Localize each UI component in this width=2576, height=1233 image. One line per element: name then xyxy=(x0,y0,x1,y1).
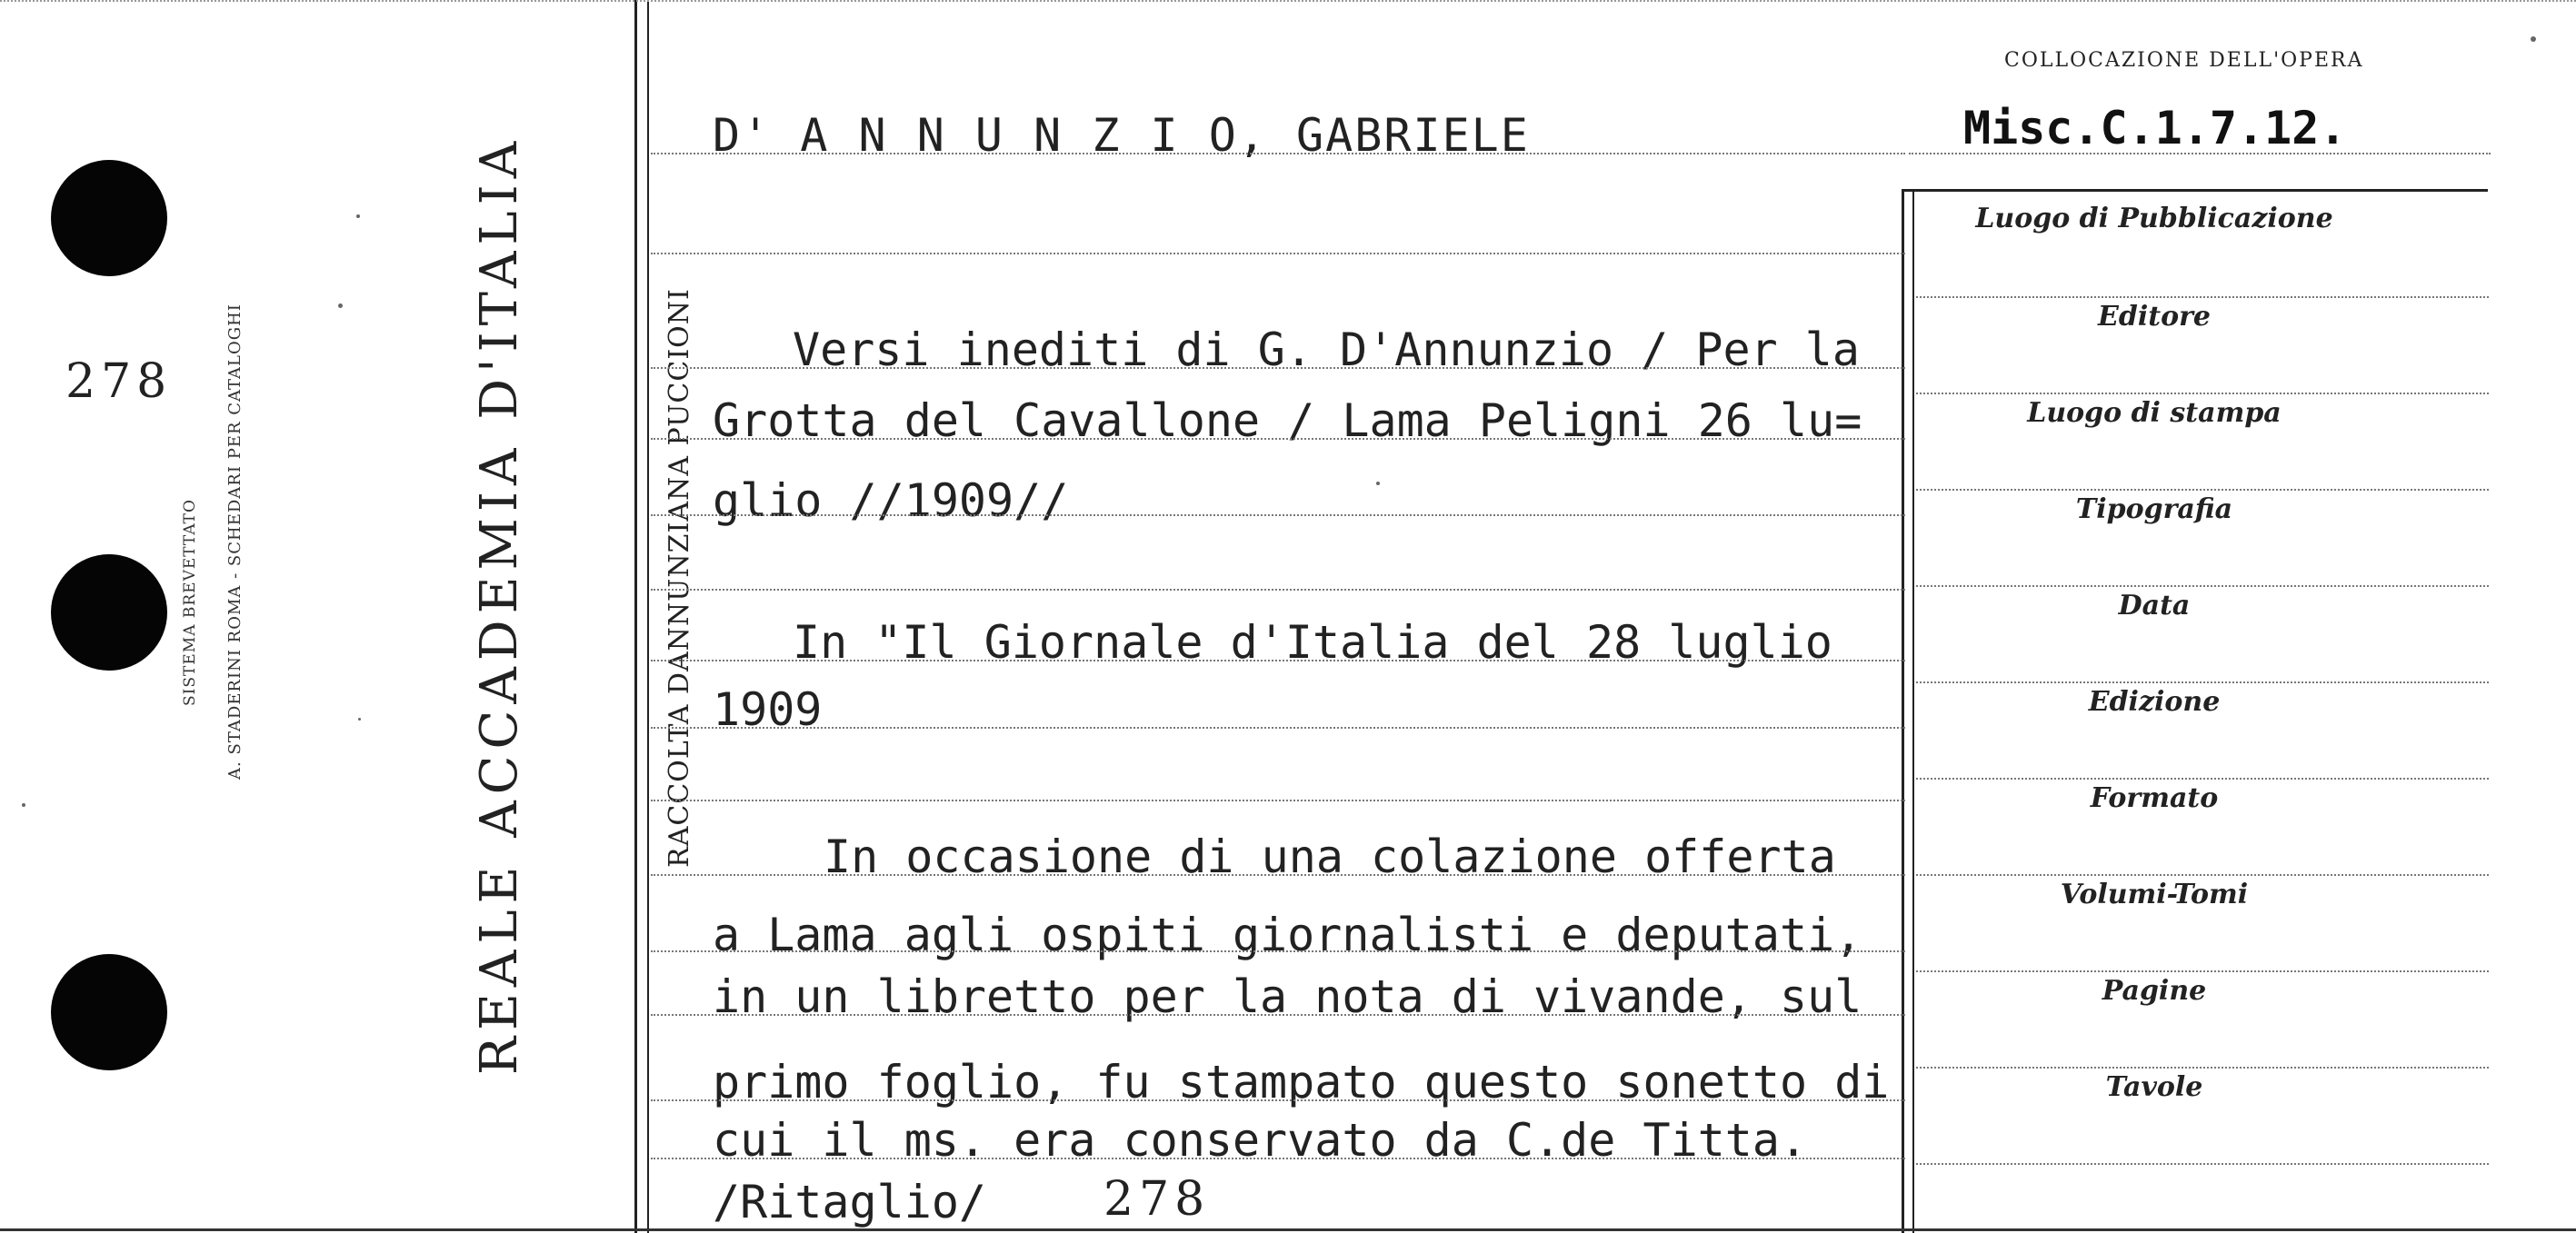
title-line-1: Versi inediti di G. D'Annunzio / Per la xyxy=(793,323,1860,376)
field-rule-8 xyxy=(1916,970,2489,972)
field-edizione: Edizione xyxy=(2088,686,2221,718)
note-rule-1 xyxy=(651,874,1905,876)
catalog-number-left: 278 xyxy=(65,354,173,409)
scan-speck xyxy=(358,718,361,721)
left-rule-outer xyxy=(634,0,637,1233)
note-rule-3 xyxy=(651,1014,1905,1016)
field-luogo-stampa: Luogo di stampa xyxy=(2027,397,2281,429)
card-bottom-edge xyxy=(0,1228,2576,1231)
right-rule-outer xyxy=(1902,191,1904,1233)
collocazione-label: COLLOCAZIONE DELL'OPERA xyxy=(2004,49,2364,72)
shelfmark-rule xyxy=(1909,153,2491,154)
field-rule-4 xyxy=(1916,585,2489,587)
note-line-6: /Ritaglio/ xyxy=(713,1176,987,1228)
blank-rule-3 xyxy=(651,800,1905,801)
footer-number: 278 xyxy=(1103,1172,1211,1227)
field-rule-5 xyxy=(1916,681,2489,683)
scan-speck xyxy=(356,214,360,218)
note-line-1: In occasione di una colazione offerta xyxy=(824,830,1836,883)
author-name: D' A N N U N Z I O, GABRIELE xyxy=(713,109,1530,162)
field-data: Data xyxy=(2118,590,2191,621)
collection-title: RACCOLTA DANNUNZIANA PUCCIONI xyxy=(664,288,695,868)
field-box-top-rule xyxy=(1902,189,2488,192)
scan-speck xyxy=(1376,482,1380,485)
title-rule-2 xyxy=(651,438,1905,440)
field-tipografia: Tipografia xyxy=(2075,493,2233,525)
note-line-5: cui il ms. era conservato da C.de Titta. xyxy=(713,1114,1808,1167)
left-rule-inner xyxy=(647,0,649,1233)
field-pagine: Pagine xyxy=(2102,975,2207,1007)
source-line-2: 1909 xyxy=(713,683,823,736)
title-rule-1 xyxy=(651,367,1905,369)
scan-speck xyxy=(22,803,25,807)
blank-rule-2 xyxy=(651,589,1905,591)
printer-imprint-line1: A. STADERINI ROMA - SCHEDARI PER CATALOGHI xyxy=(225,303,245,780)
field-rule-3 xyxy=(1916,489,2489,491)
field-volumi-tomi: Volumi-Tomi xyxy=(2060,879,2249,910)
field-formato: Formato xyxy=(2090,782,2219,814)
punch-hole-middle xyxy=(51,554,167,671)
note-line-4: primo foglio, fu stampato questo sonetto di xyxy=(713,1056,1890,1109)
note-rule-5 xyxy=(651,1158,1905,1159)
field-rule-6 xyxy=(1916,778,2489,780)
institution-title: REALE ACCADEMIA D'ITALIA xyxy=(470,134,529,1076)
field-editore: Editore xyxy=(2098,301,2211,333)
field-rule-1 xyxy=(1916,296,2489,298)
source-line-1: In "Il Giornale d'Italia del 28 luglio xyxy=(793,616,1832,669)
field-rule-7 xyxy=(1916,874,2489,876)
field-luogo-pubblicazione: Luogo di Pubblicazione xyxy=(1975,203,2333,234)
note-line-3: in un libretto per la nota di vivande, sul xyxy=(713,970,1862,1023)
punch-hole-top xyxy=(51,160,167,276)
note-line-2: a Lama agli ospiti giornalisti e deputati, xyxy=(713,909,1862,961)
card-top-edge xyxy=(0,0,2576,2)
field-rule-2 xyxy=(1916,393,2489,394)
source-rule-1 xyxy=(651,660,1905,661)
title-line-3: glio //1909// xyxy=(713,474,1069,527)
source-rule-2 xyxy=(651,727,1905,729)
punch-hole-bottom xyxy=(51,954,167,1070)
field-tavole: Tavole xyxy=(2105,1071,2203,1103)
scan-speck xyxy=(2531,36,2536,42)
title-line-2: Grotta del Cavallone / Lama Peligni 26 lu= xyxy=(713,394,1862,447)
blank-rule-1 xyxy=(651,253,1905,254)
note-rule-4 xyxy=(651,1099,1905,1101)
scan-speck xyxy=(338,303,343,308)
shelfmark: Misc.C.1.7.12. xyxy=(1963,102,2347,154)
field-rule-10 xyxy=(1916,1163,2489,1165)
printer-imprint-line2: SISTEMA BREVETTATO xyxy=(181,499,199,706)
note-rule-2 xyxy=(651,950,1905,952)
field-rule-9 xyxy=(1916,1067,2489,1069)
title-rule-3 xyxy=(651,514,1905,516)
author-rule xyxy=(651,153,1905,154)
